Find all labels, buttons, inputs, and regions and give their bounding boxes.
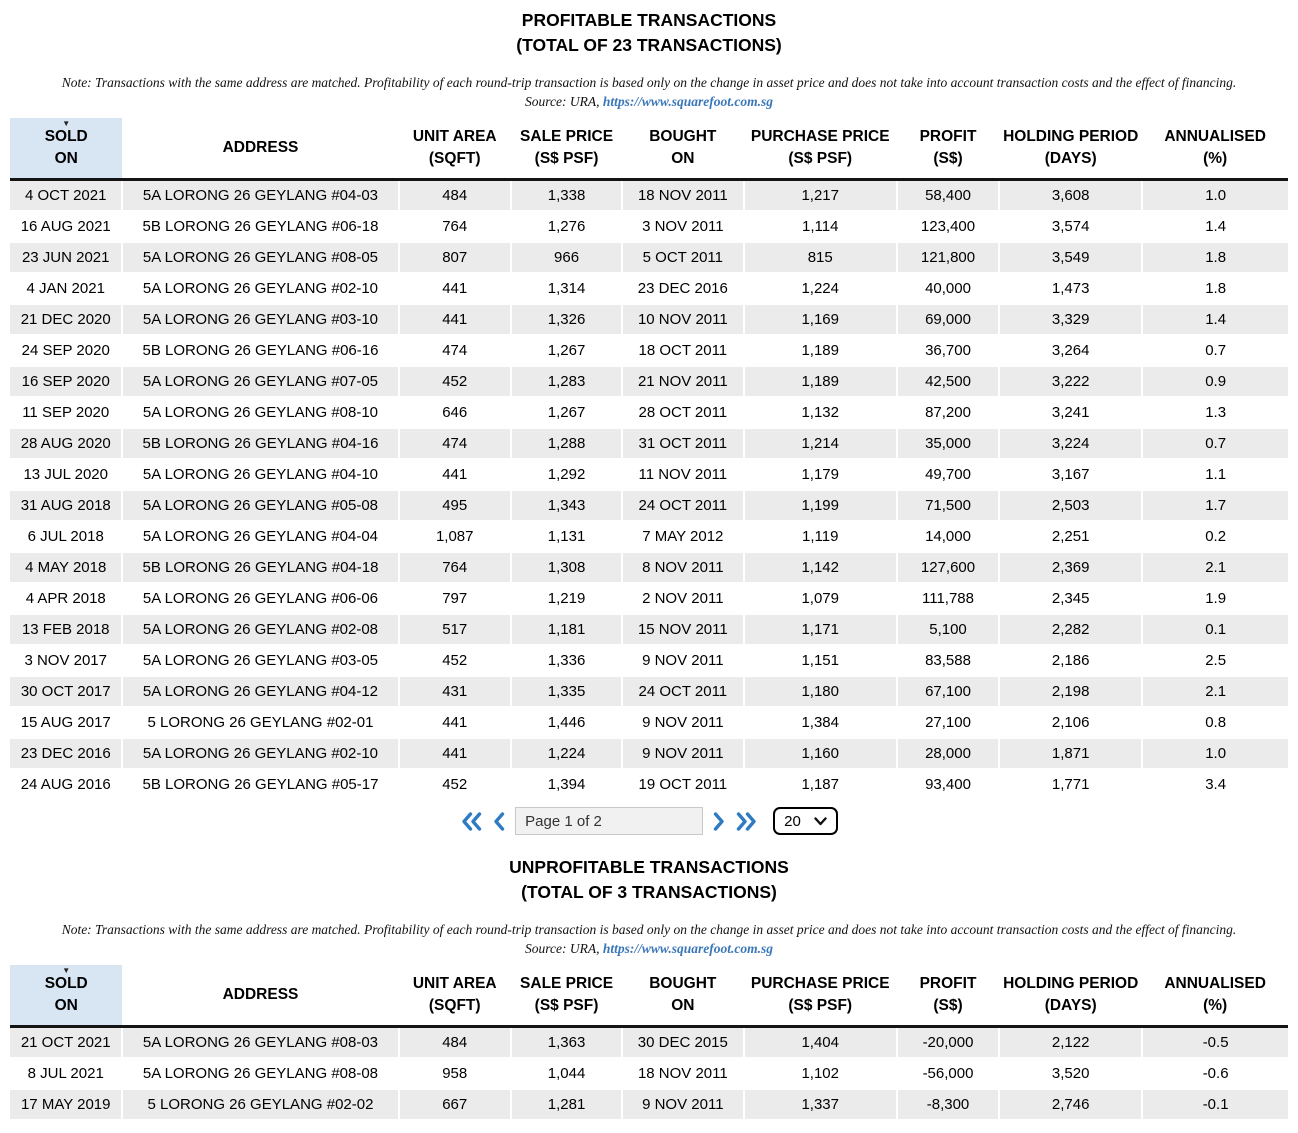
cell-sold-on: 15 AUG 2017 — [10, 707, 122, 738]
cell-profit: 5,100 — [897, 614, 999, 645]
cell-annualised: 1.7 — [1142, 490, 1288, 521]
cell-bought-on: 8 NOV 2011 — [622, 552, 743, 583]
cell-sold-on: 11 SEP 2020 — [10, 397, 122, 428]
cell-sale-price: 1,292 — [511, 459, 622, 490]
cell-unit-area: 441 — [399, 738, 511, 769]
cell-address: 5A LORONG 26 GEYLANG #03-10 — [122, 304, 398, 335]
table-row — [10, 335, 1288, 366]
cell-purchase-price: 1,214 — [744, 428, 897, 459]
column-header-holding-period[interactable]: HOLDING PERIOD (DAYS) — [999, 965, 1142, 1027]
cell-sale-price: 1,446 — [511, 707, 622, 738]
cell-profit: 40,000 — [897, 273, 999, 304]
source-line — [0, 940, 1298, 957]
source-prefix: Source: URA, — [524, 941, 600, 956]
cell-profit: 83,588 — [897, 645, 999, 676]
table-row — [10, 273, 1288, 304]
cell-purchase-price: 1,199 — [744, 490, 897, 521]
cell-profit: 28,000 — [897, 738, 999, 769]
table-row — [10, 490, 1288, 521]
cell-unit-area: 474 — [399, 335, 511, 366]
chevron-left-icon — [493, 811, 505, 832]
cell-bought-on: 9 NOV 2011 — [622, 738, 743, 769]
cell-sold-on: 4 MAY 2018 — [10, 552, 122, 583]
table-row — [10, 769, 1288, 800]
column-header-sold-on[interactable]: ▼ SOLD ON — [10, 965, 122, 1027]
cell-profit: 87,200 — [897, 397, 999, 428]
cell-profit: 111,788 — [897, 583, 999, 614]
cell-holding-period: 3,574 — [999, 211, 1142, 242]
cell-sale-price: 1,276 — [511, 211, 622, 242]
cell-purchase-price: 1,171 — [744, 614, 897, 645]
cell-annualised: 2.1 — [1142, 552, 1288, 583]
cell-bought-on: 11 NOV 2011 — [622, 459, 743, 490]
cell-sold-on: 21 OCT 2021 — [10, 1027, 122, 1059]
cell-sold-on: 4 APR 2018 — [10, 583, 122, 614]
column-header-address[interactable]: ADDRESS — [122, 965, 398, 1027]
table-row — [10, 397, 1288, 428]
cell-holding-period: 3,264 — [999, 335, 1142, 366]
cell-address: 5B LORONG 26 GEYLANG #04-16 — [122, 428, 398, 459]
source-link[interactable]: https://www.squarefoot.com.sg — [602, 94, 773, 109]
header-row — [10, 965, 1288, 1027]
cell-unit-area: 431 — [399, 676, 511, 707]
column-header-sale-price[interactable]: SALE PRICE (S$ PSF) — [511, 965, 622, 1027]
chevron-right-icon — [713, 811, 725, 832]
cell-purchase-price: 1,189 — [744, 335, 897, 366]
column-header-bought-on[interactable]: BOUGHT ON — [622, 118, 743, 180]
column-header-annualised[interactable]: ANNUALISED (%) — [1142, 965, 1288, 1027]
cell-sale-price: 1,338 — [511, 180, 622, 212]
cell-unit-area: 646 — [399, 397, 511, 428]
chevron-down-icon — [814, 817, 827, 826]
cell-sale-price: 1,314 — [511, 273, 622, 304]
cell-holding-period: 2,345 — [999, 583, 1142, 614]
cell-unit-area: 807 — [399, 242, 511, 273]
page-size-select[interactable] — [773, 807, 838, 835]
column-header-unit-area[interactable]: UNIT AREA (SQFT) — [399, 118, 511, 180]
table-row — [10, 459, 1288, 490]
cell-sold-on: 4 JAN 2021 — [10, 273, 122, 304]
cell-holding-period: 3,520 — [999, 1058, 1142, 1089]
column-header-purchase-price[interactable]: PURCHASE PRICE (S$ PSF) — [744, 965, 897, 1027]
column-header-purchase-price[interactable]: PURCHASE PRICE (S$ PSF) — [744, 118, 897, 180]
title-line2: (TOTAL OF 23 TRANSACTIONS) — [516, 35, 782, 55]
cell-sold-on: 23 DEC 2016 — [10, 738, 122, 769]
cell-bought-on: 23 DEC 2016 — [622, 273, 743, 304]
cell-holding-period: 2,282 — [999, 614, 1142, 645]
cell-annualised: 1.0 — [1142, 180, 1288, 212]
cell-bought-on: 2 NOV 2011 — [622, 583, 743, 614]
cell-sale-price: 966 — [511, 242, 622, 273]
cell-sale-price: 1,281 — [511, 1089, 622, 1120]
cell-unit-area: 441 — [399, 304, 511, 335]
header-row — [10, 118, 1288, 180]
pagination-bar — [0, 805, 1298, 837]
cell-holding-period: 3,222 — [999, 366, 1142, 397]
cell-annualised: 1.3 — [1142, 397, 1288, 428]
cell-unit-area: 441 — [399, 459, 511, 490]
table-row — [10, 366, 1288, 397]
cell-bought-on: 30 DEC 2015 — [622, 1027, 743, 1059]
cell-purchase-price: 1,189 — [744, 366, 897, 397]
cell-sold-on: 4 OCT 2021 — [10, 180, 122, 212]
double-chevron-right-icon — [736, 811, 757, 832]
cell-address: 5A LORONG 26 GEYLANG #08-05 — [122, 242, 398, 273]
column-header-bought-on[interactable]: BOUGHT ON — [622, 965, 743, 1027]
table-row — [10, 614, 1288, 645]
cell-purchase-price: 1,224 — [744, 273, 897, 304]
table-row — [10, 428, 1288, 459]
cell-bought-on: 3 NOV 2011 — [622, 211, 743, 242]
cell-annualised: 1.9 — [1142, 583, 1288, 614]
cell-unit-area: 452 — [399, 366, 511, 397]
cell-holding-period: 2,369 — [999, 552, 1142, 583]
source-prefix: Source: URA, — [524, 94, 600, 109]
cell-sale-price: 1,363 — [511, 1027, 622, 1059]
cell-unit-area: 495 — [399, 490, 511, 521]
cell-holding-period: 3,329 — [999, 304, 1142, 335]
cell-address: 5A LORONG 26 GEYLANG #02-10 — [122, 738, 398, 769]
cell-sale-price: 1,343 — [511, 490, 622, 521]
table-row — [10, 304, 1288, 335]
cell-profit: -56,000 — [897, 1058, 999, 1089]
cell-unit-area: 484 — [399, 1027, 511, 1059]
cell-purchase-price: 1,180 — [744, 676, 897, 707]
cell-address: 5A LORONG 26 GEYLANG #08-03 — [122, 1027, 398, 1059]
cell-unit-area: 452 — [399, 769, 511, 800]
cell-address: 5A LORONG 26 GEYLANG #08-10 — [122, 397, 398, 428]
cell-annualised: 0.8 — [1142, 707, 1288, 738]
cell-purchase-price: 1,187 — [744, 769, 897, 800]
note-text: Note: Transactions with the same address are matched. Profitability of each round-trip transaction is based only on the change in asset price and does not take into account transaction costs and the effect of financing. — [61, 75, 1237, 90]
double-chevron-left-icon — [461, 811, 482, 832]
cell-address: 5 LORONG 26 GEYLANG #02-01 — [122, 707, 398, 738]
cell-annualised: 1.8 — [1142, 273, 1288, 304]
cell-address: 5B LORONG 26 GEYLANG #04-18 — [122, 552, 398, 583]
cell-annualised: 0.2 — [1142, 521, 1288, 552]
cell-address: 5A LORONG 26 GEYLANG #04-04 — [122, 521, 398, 552]
table-row — [10, 1027, 1288, 1059]
cell-sale-price: 1,044 — [511, 1058, 622, 1089]
cell-profit: -8,300 — [897, 1089, 999, 1120]
cell-address: 5A LORONG 26 GEYLANG #05-08 — [122, 490, 398, 521]
cell-bought-on: 21 NOV 2011 — [622, 366, 743, 397]
cell-purchase-price: 1,132 — [744, 397, 897, 428]
cell-profit: 14,000 — [897, 521, 999, 552]
prev-page-button[interactable] — [492, 811, 506, 832]
cell-address: 5A LORONG 26 GEYLANG #07-05 — [122, 366, 398, 397]
cell-unit-area: 797 — [399, 583, 511, 614]
cell-purchase-price: 1,151 — [744, 645, 897, 676]
source-link[interactable]: https://www.squarefoot.com.sg — [602, 941, 773, 956]
cell-unit-area: 484 — [399, 180, 511, 212]
first-page-button[interactable] — [460, 811, 483, 832]
title-line2: (TOTAL OF 3 TRANSACTIONS) — [521, 882, 777, 902]
cell-address: 5A LORONG 26 GEYLANG #04-12 — [122, 676, 398, 707]
column-header-profit[interactable]: PROFIT (S$) — [897, 965, 999, 1027]
cell-annualised: 2.5 — [1142, 645, 1288, 676]
cell-sale-price: 1,267 — [511, 397, 622, 428]
page-size-value: 20 — [784, 812, 801, 830]
cell-address: 5 LORONG 26 GEYLANG #02-02 — [122, 1089, 398, 1120]
cell-sold-on: 6 JUL 2018 — [10, 521, 122, 552]
cell-holding-period: 2,746 — [999, 1089, 1142, 1120]
cell-purchase-price: 1,142 — [744, 552, 897, 583]
table-row — [10, 521, 1288, 552]
next-page-button[interactable] — [712, 811, 726, 832]
title-line1: PROFITABLE TRANSACTIONS — [521, 10, 777, 30]
cell-sold-on: 24 AUG 2016 — [10, 769, 122, 800]
cell-holding-period: 3,608 — [999, 180, 1142, 212]
cell-address: 5B LORONG 26 GEYLANG #06-16 — [122, 335, 398, 366]
cell-unit-area: 764 — [399, 211, 511, 242]
cell-sale-price: 1,288 — [511, 428, 622, 459]
column-header-sold-on[interactable]: ▼ SOLD ON — [10, 118, 122, 180]
cell-bought-on: 9 NOV 2011 — [622, 1089, 743, 1120]
cell-address: 5A LORONG 26 GEYLANG #03-05 — [122, 645, 398, 676]
cell-annualised: 3.4 — [1142, 769, 1288, 800]
source-line — [0, 93, 1298, 110]
unprofitable-section — [0, 855, 1298, 1121]
cell-holding-period: 2,198 — [999, 676, 1142, 707]
cell-sale-price: 1,181 — [511, 614, 622, 645]
cell-annualised: 2.1 — [1142, 676, 1288, 707]
cell-sale-price: 1,326 — [511, 304, 622, 335]
cell-sold-on: 28 AUG 2020 — [10, 428, 122, 459]
cell-bought-on: 19 OCT 2011 — [622, 769, 743, 800]
cell-sold-on: 21 DEC 2020 — [10, 304, 122, 335]
cell-holding-period: 2,251 — [999, 521, 1142, 552]
cell-profit: 69,000 — [897, 304, 999, 335]
cell-bought-on: 7 MAY 2012 — [622, 521, 743, 552]
cell-address: 5A LORONG 26 GEYLANG #02-10 — [122, 273, 398, 304]
cell-address: 5A LORONG 26 GEYLANG #02-08 — [122, 614, 398, 645]
cell-unit-area: 667 — [399, 1089, 511, 1120]
cell-sold-on: 23 JUN 2021 — [10, 242, 122, 273]
cell-bought-on: 9 NOV 2011 — [622, 707, 743, 738]
cell-profit: 27,100 — [897, 707, 999, 738]
cell-sold-on: 31 AUG 2018 — [10, 490, 122, 521]
cell-purchase-price: 1,404 — [744, 1027, 897, 1059]
column-header-annualised[interactable]: ANNUALISED (%) — [1142, 118, 1288, 180]
cell-sale-price: 1,283 — [511, 366, 622, 397]
profitable-section — [0, 8, 1298, 837]
cell-holding-period: 3,224 — [999, 428, 1142, 459]
cell-address: 5A LORONG 26 GEYLANG #08-08 — [122, 1058, 398, 1089]
unprofitable-title — [0, 855, 1298, 905]
cell-profit: 67,100 — [897, 676, 999, 707]
cell-unit-area: 441 — [399, 707, 511, 738]
cell-profit: 127,600 — [897, 552, 999, 583]
cell-annualised: 1.4 — [1142, 211, 1288, 242]
cell-bought-on: 31 OCT 2011 — [622, 428, 743, 459]
cell-unit-area: 1,087 — [399, 521, 511, 552]
cell-profit: 49,700 — [897, 459, 999, 490]
table-row — [10, 707, 1288, 738]
cell-purchase-price: 1,102 — [744, 1058, 897, 1089]
cell-unit-area: 958 — [399, 1058, 511, 1089]
cell-sold-on: 24 SEP 2020 — [10, 335, 122, 366]
table-row — [10, 1089, 1288, 1120]
title-line1: UNPROFITABLE TRANSACTIONS — [509, 857, 789, 877]
cell-annualised: 1.4 — [1142, 304, 1288, 335]
cell-purchase-price: 1,114 — [744, 211, 897, 242]
cell-address: 5A LORONG 26 GEYLANG #04-03 — [122, 180, 398, 212]
cell-holding-period: 2,106 — [999, 707, 1142, 738]
cell-purchase-price: 1,337 — [744, 1089, 897, 1120]
cell-annualised: 0.1 — [1142, 614, 1288, 645]
cell-profit: 121,800 — [897, 242, 999, 273]
cell-profit: 93,400 — [897, 769, 999, 800]
cell-holding-period: 1,871 — [999, 738, 1142, 769]
cell-sale-price: 1,336 — [511, 645, 622, 676]
cell-profit: 42,500 — [897, 366, 999, 397]
table-row — [10, 645, 1288, 676]
cell-unit-area: 474 — [399, 428, 511, 459]
cell-annualised: 0.9 — [1142, 366, 1288, 397]
cell-purchase-price: 815 — [744, 242, 897, 273]
cell-bought-on: 15 NOV 2011 — [622, 614, 743, 645]
sort-desc-icon: ▼ — [62, 966, 71, 975]
cell-annualised: -0.6 — [1142, 1058, 1288, 1089]
cell-profit: 71,500 — [897, 490, 999, 521]
cell-holding-period: 3,241 — [999, 397, 1142, 428]
cell-holding-period: 2,503 — [999, 490, 1142, 521]
table-row — [10, 211, 1288, 242]
page-indicator-input[interactable] — [515, 807, 703, 835]
cell-address: 5A LORONG 26 GEYLANG #06-06 — [122, 583, 398, 614]
cell-bought-on: 18 OCT 2011 — [622, 335, 743, 366]
table-row — [10, 242, 1288, 273]
last-page-button[interactable] — [735, 811, 758, 832]
cell-sale-price: 1,308 — [511, 552, 622, 583]
cell-purchase-price: 1,119 — [744, 521, 897, 552]
column-header-unit-area[interactable]: UNIT AREA (SQFT) — [399, 965, 511, 1027]
cell-sold-on: 8 JUL 2021 — [10, 1058, 122, 1089]
column-header-sale-price[interactable]: SALE PRICE (S$ PSF) — [511, 118, 622, 180]
cell-bought-on: 28 OCT 2011 — [622, 397, 743, 428]
cell-bought-on: 5 OCT 2011 — [622, 242, 743, 273]
cell-unit-area: 441 — [399, 273, 511, 304]
cell-holding-period: 1,473 — [999, 273, 1142, 304]
cell-purchase-price: 1,179 — [744, 459, 897, 490]
cell-sale-price: 1,131 — [511, 521, 622, 552]
cell-holding-period: 3,549 — [999, 242, 1142, 273]
cell-bought-on: 9 NOV 2011 — [622, 645, 743, 676]
cell-sold-on: 13 JUL 2020 — [10, 459, 122, 490]
profitable-table — [10, 118, 1288, 801]
cell-unit-area: 452 — [399, 645, 511, 676]
cell-annualised: 1.0 — [1142, 738, 1288, 769]
cell-profit: 35,000 — [897, 428, 999, 459]
cell-holding-period: 3,167 — [999, 459, 1142, 490]
cell-address: 5B LORONG 26 GEYLANG #05-17 — [122, 769, 398, 800]
table-row — [10, 738, 1288, 769]
table-row — [10, 552, 1288, 583]
cell-profit: 36,700 — [897, 335, 999, 366]
table-row — [10, 583, 1288, 614]
cell-unit-area: 764 — [399, 552, 511, 583]
cell-annualised: 1.8 — [1142, 242, 1288, 273]
cell-purchase-price: 1,169 — [744, 304, 897, 335]
cell-sale-price: 1,224 — [511, 738, 622, 769]
note-text: Note: Transactions with the same address are matched. Profitability of each round-trip transaction is based only on the change in asset price and does not take into account transaction costs and the effect of financing. — [61, 922, 1237, 937]
cell-sold-on: 30 OCT 2017 — [10, 676, 122, 707]
unprofitable-table — [10, 965, 1288, 1121]
column-header-profit[interactable]: PROFIT (S$) — [897, 118, 999, 180]
cell-sold-on: 17 MAY 2019 — [10, 1089, 122, 1120]
cell-bought-on: 24 OCT 2011 — [622, 676, 743, 707]
cell-annualised: -0.1 — [1142, 1089, 1288, 1120]
cell-annualised: 1.1 — [1142, 459, 1288, 490]
cell-purchase-price: 1,217 — [744, 180, 897, 212]
cell-sale-price: 1,219 — [511, 583, 622, 614]
cell-sold-on: 16 SEP 2020 — [10, 366, 122, 397]
cell-sale-price: 1,335 — [511, 676, 622, 707]
cell-profit: 58,400 — [897, 180, 999, 212]
cell-sale-price: 1,267 — [511, 335, 622, 366]
table-row — [10, 180, 1288, 212]
cell-purchase-price: 1,079 — [744, 583, 897, 614]
cell-holding-period: 2,186 — [999, 645, 1142, 676]
column-header-holding-period[interactable]: HOLDING PERIOD (DAYS) — [999, 118, 1142, 180]
cell-sold-on: 16 AUG 2021 — [10, 211, 122, 242]
cell-annualised: 0.7 — [1142, 428, 1288, 459]
cell-bought-on: 18 NOV 2011 — [622, 180, 743, 212]
cell-purchase-price: 1,384 — [744, 707, 897, 738]
cell-profit: -20,000 — [897, 1027, 999, 1059]
cell-annualised: -0.5 — [1142, 1027, 1288, 1059]
cell-sale-price: 1,394 — [511, 769, 622, 800]
cell-sold-on: 3 NOV 2017 — [10, 645, 122, 676]
cell-address: 5A LORONG 26 GEYLANG #04-10 — [122, 459, 398, 490]
sort-desc-icon: ▼ — [62, 119, 71, 128]
cell-unit-area: 517 — [399, 614, 511, 645]
cell-bought-on: 18 NOV 2011 — [622, 1058, 743, 1089]
profitable-title — [0, 8, 1298, 58]
column-header-address[interactable]: ADDRESS — [122, 118, 398, 180]
cell-profit: 123,400 — [897, 211, 999, 242]
cell-address: 5B LORONG 26 GEYLANG #06-18 — [122, 211, 398, 242]
cell-bought-on: 10 NOV 2011 — [622, 304, 743, 335]
cell-purchase-price: 1,160 — [744, 738, 897, 769]
table-row — [10, 676, 1288, 707]
cell-holding-period: 1,771 — [999, 769, 1142, 800]
table-row — [10, 1058, 1288, 1089]
cell-bought-on: 24 OCT 2011 — [622, 490, 743, 521]
cell-sold-on: 13 FEB 2018 — [10, 614, 122, 645]
cell-holding-period: 2,122 — [999, 1027, 1142, 1059]
cell-annualised: 0.7 — [1142, 335, 1288, 366]
